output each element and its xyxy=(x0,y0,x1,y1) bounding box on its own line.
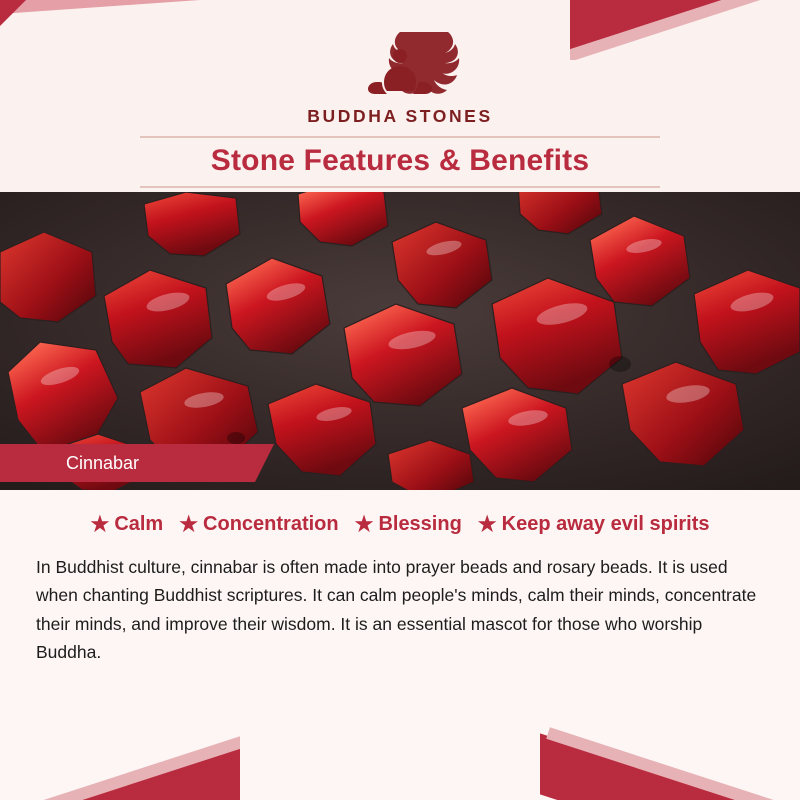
corner-ribbon-bottom-right xyxy=(540,720,800,800)
benefit-label: Concentration xyxy=(203,513,339,535)
star-icon: ★ xyxy=(179,513,199,536)
hero-image xyxy=(0,192,800,490)
benefit-item xyxy=(179,512,338,537)
benefit-item xyxy=(90,512,163,537)
page-title: Stone Features & Benefits xyxy=(210,144,590,177)
description-text: In Buddhist culture, cinnabar is often made into prayer beads and rosary beads. It is used when chanting Buddhist scriptures. It can calm people's minds, calm their minds, concentrate their minds, and improve their wisdom. It is an essential mascot for those who worship Buddha. xyxy=(36,557,757,663)
lotus-meditation-icon xyxy=(325,26,475,104)
benefit-item xyxy=(478,512,710,537)
brand-name: BUDDHA STONES xyxy=(307,106,493,126)
star-icon: ★ xyxy=(90,513,110,536)
star-icon: ★ xyxy=(477,513,497,536)
star-icon: ★ xyxy=(354,513,374,536)
corner-ribbon-top-left xyxy=(0,0,26,26)
corner-ribbon-top-right xyxy=(570,0,800,60)
benefits-list xyxy=(36,512,764,537)
benefit-label: Calm xyxy=(114,513,164,535)
stone-name-caption: Cinnabar xyxy=(0,444,255,482)
benefit-item xyxy=(355,512,462,537)
title-banner xyxy=(140,136,660,188)
benefit-label: Blessing xyxy=(378,513,462,535)
corner-ribbon-bottom-left xyxy=(0,730,240,800)
corner-ribbon-top-left-light xyxy=(0,0,200,14)
benefit-label: Keep away evil spirits xyxy=(501,513,710,535)
